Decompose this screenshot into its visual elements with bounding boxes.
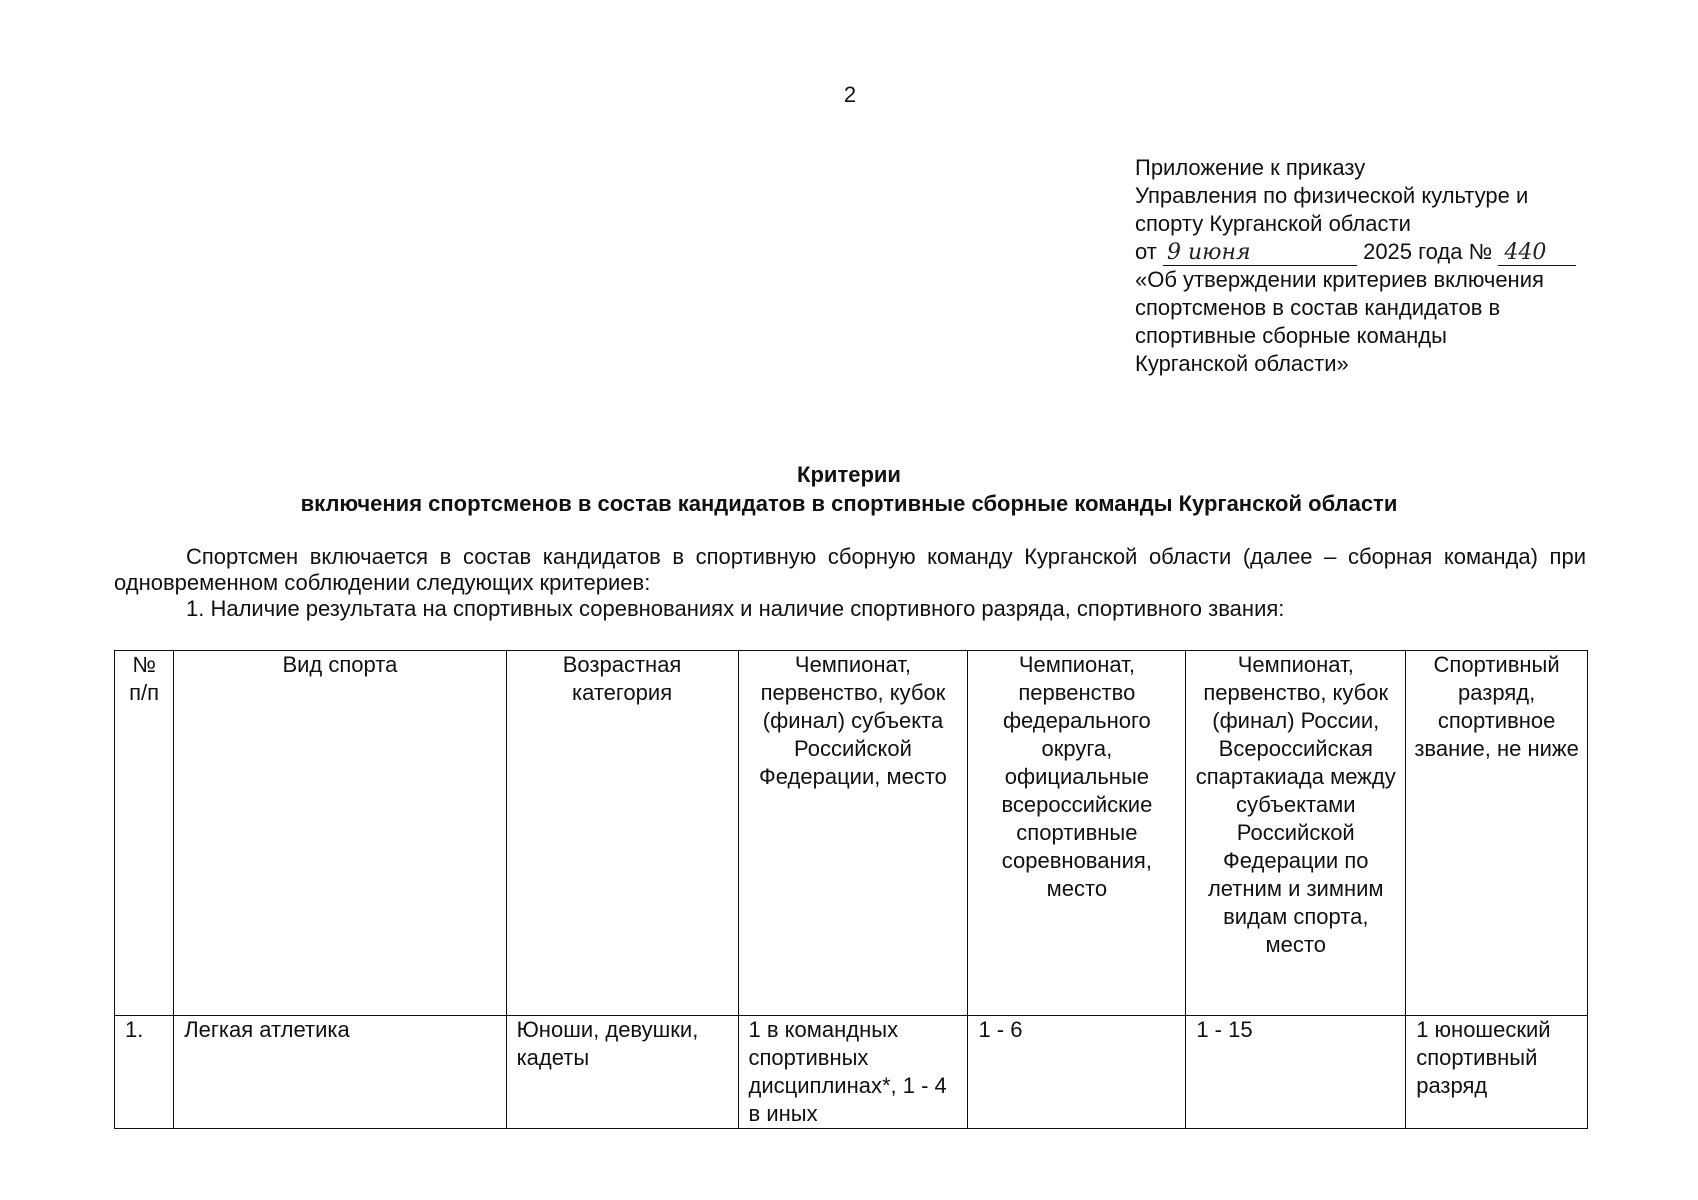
- order-title-line: спортивные сборные команды: [1135, 323, 1447, 348]
- year-text: 2025 года №: [1363, 239, 1493, 264]
- cell-sport-rank: 1 юношеский спортивный разряд: [1406, 1016, 1588, 1129]
- criterion-item: 1. Наличие результата на спортивных соревнованиях и наличие спортивного разряда, спортивного звания:: [186, 596, 1285, 621]
- header-regional-championship: Чемпионат, первенство, кубок (финал) субъекта Российской Федерации, место: [738, 651, 968, 1016]
- cell-russia-place: 1 - 15: [1186, 1016, 1406, 1129]
- page-number: 2: [843, 82, 857, 107]
- header-russia-championship: Чемпионат, первенство, кубок (финал) России, Всероссийская спартакиада между субъектами Российской Федерации по летним и зимним видам спорта, место: [1186, 651, 1406, 1016]
- order-title-line: спортсменов в состав кандидатов в: [1135, 295, 1501, 320]
- intro-text: [114, 544, 1586, 622]
- appendix-line: Приложение к приказу: [1135, 155, 1366, 180]
- table-row: [115, 1016, 1588, 1129]
- cell-federal-district-place: 1 - 6: [968, 1016, 1186, 1129]
- appendix-line: Управления по физической культуре и: [1135, 183, 1529, 208]
- handwritten-order-number: 440: [1498, 241, 1576, 266]
- cell-num: 1.: [115, 1016, 174, 1129]
- order-title-line: Курганской области»: [1135, 351, 1349, 376]
- criteria-table: [114, 650, 1588, 1129]
- header-sport: Вид спорта: [174, 651, 506, 1016]
- heading-subtitle: включения спортсменов в состав кандидатов в спортивные сборные команды Курганской области: [300, 491, 1398, 516]
- appendix-line: спорту Курганской области: [1135, 211, 1411, 236]
- header-sport-rank: Спортивный разряд, спортивное звание, не ниже: [1406, 651, 1588, 1016]
- header-federal-district-championship: Чемпионат, первенство федерального округа, официальные всероссийские спортивные соревнования, место: [968, 651, 1186, 1016]
- header-num: № п/п: [115, 651, 174, 1016]
- cell-regional-place: 1 в командных спортивных дисциплинах*, 1 - 4 в иных: [738, 1016, 968, 1129]
- appendix-block: [1135, 154, 1635, 378]
- cell-sport: Легкая атлетика: [174, 1016, 506, 1129]
- intro-paragraph: Спортсмен включается в состав кандидатов в спортивную сборную команду Курганской области (далее – сборная команда) при одновременном соблюдении следующих критериев:: [114, 544, 1586, 595]
- order-title-line: «Об утверждении критериев включения: [1135, 267, 1544, 292]
- handwritten-date: 9 июня: [1163, 241, 1357, 266]
- cell-age-category: Юноши, девушки, кадеты: [506, 1016, 738, 1129]
- document-heading: [0, 460, 1698, 518]
- appendix-date-line: [1135, 238, 1635, 266]
- heading-title: Критерии: [797, 462, 901, 487]
- date-prefix: от: [1135, 239, 1157, 264]
- table-header-row: [115, 651, 1588, 1016]
- header-age-category: Возрастная категория: [506, 651, 738, 1016]
